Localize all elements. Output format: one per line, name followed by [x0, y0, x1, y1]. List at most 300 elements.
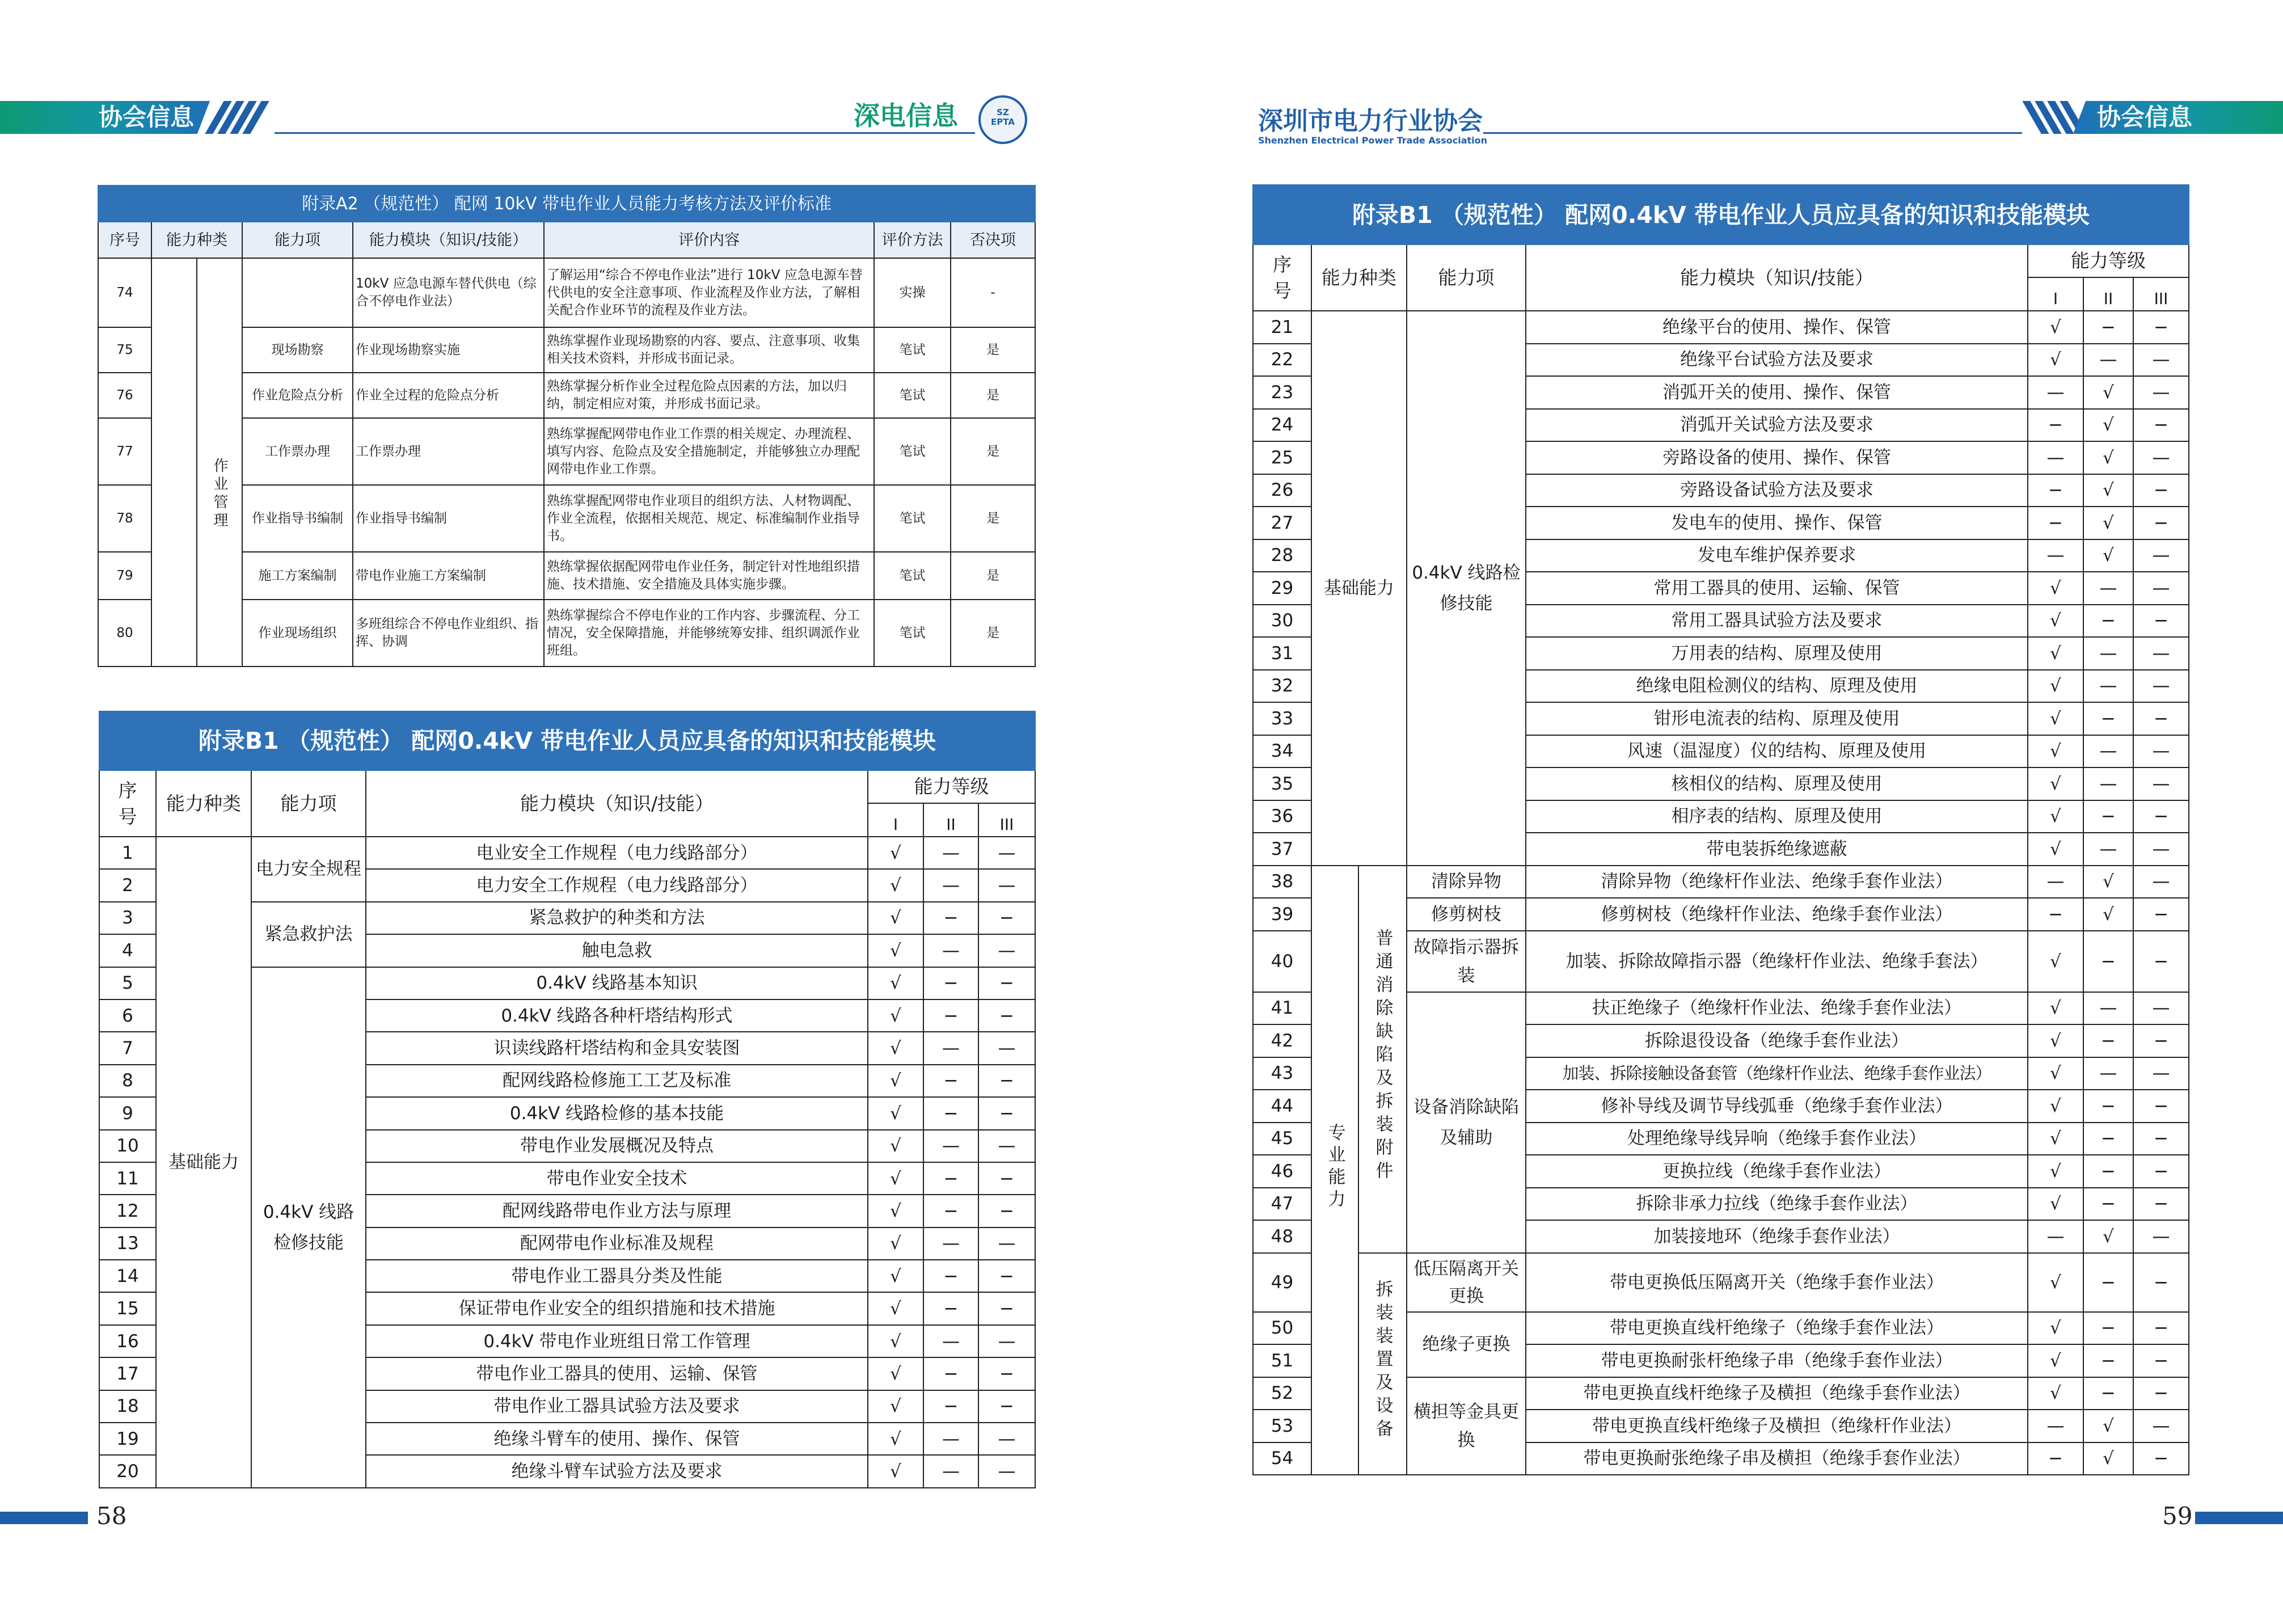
- level-1: √: [868, 1455, 923, 1487]
- item-cell: 清除异物: [1407, 866, 1526, 899]
- item-cell: 紧急救护法: [251, 902, 366, 967]
- row-no: 14: [99, 1260, 156, 1292]
- row-module: 消弧开关试验方法及要求: [1526, 409, 2028, 442]
- row-module: 处理绝缘导线异响（绝缘手套作业法）: [1526, 1123, 2028, 1155]
- row-item: 作业危险点分析: [242, 373, 353, 418]
- row-content: 熟练掌握综合不停电作业的工作内容、步骤流程、分工情况，安全保障措施，并能够统筹安排、组织调派作业班组。: [544, 600, 874, 667]
- level-header: I: [868, 813, 923, 837]
- level-3: −: [978, 999, 1035, 1032]
- row-module: 带电作业安全技术: [366, 1162, 868, 1195]
- row-no: 22: [1253, 344, 1311, 377]
- level-header: II: [923, 813, 978, 837]
- level-1: √: [2028, 931, 2083, 992]
- level-2: −: [923, 1162, 978, 1195]
- level-3: −: [2133, 1155, 2189, 1188]
- row-module: 电力安全工作规程（电力线路部分）: [366, 869, 868, 901]
- row-module: 加装、拆除故障指示器（绝缘杆作业法、绝缘手套法）: [1526, 931, 2028, 992]
- row-no: 11: [99, 1162, 156, 1195]
- group-cell: 普通消除缺陷及拆装附件: [1358, 866, 1407, 1253]
- header-item: 能力项: [251, 770, 366, 837]
- level-2: √: [2083, 1220, 2133, 1253]
- left-footer-bar: [0, 1512, 88, 1524]
- level-1: √: [868, 1325, 923, 1357]
- row-item: [242, 258, 353, 327]
- level-3: —: [978, 1032, 1035, 1064]
- row-module: 绝缘电阻检测仪的结构、原理及使用: [1526, 670, 2028, 703]
- row-veto: 是: [951, 327, 1035, 373]
- row-no: 29: [1253, 572, 1311, 605]
- item-cell: 0.4kV 线路检修技能: [1407, 311, 1526, 866]
- level-3: —: [2133, 376, 2189, 409]
- item-cell: 横担等金具更换: [1407, 1377, 1526, 1475]
- level-3: −: [2133, 898, 2189, 931]
- row-module: 0.4kV 线路各种杆塔结构形式: [366, 999, 868, 1032]
- row-module: 工作票办理: [353, 418, 544, 485]
- row-method: 笔试: [874, 485, 951, 552]
- row-module: 紧急救护的种类和方法: [366, 902, 868, 934]
- level-3: −: [978, 1195, 1035, 1227]
- row-no: 8: [99, 1065, 156, 1097]
- level-1: √: [868, 1097, 923, 1129]
- row-method: 笔试: [874, 552, 951, 600]
- row-module: 钳形电流表的结构、原理及使用: [1526, 702, 2028, 735]
- level-3: −: [978, 1292, 1035, 1324]
- row-module: 绝缘平台试验方法及要求: [1526, 344, 2028, 377]
- row-module: 10kV 应急电源车替代供电（综合不停电作业法）: [353, 258, 544, 327]
- row-module: 电业安全工作规程（电力线路部分）: [366, 837, 868, 869]
- level-3: —: [978, 837, 1035, 869]
- level-1: √: [2028, 702, 2083, 735]
- left-page-number: 58: [96, 1502, 127, 1530]
- level-3: −: [2133, 702, 2189, 735]
- level-3: −: [2133, 311, 2189, 344]
- level-2: —: [923, 837, 978, 869]
- level-1: —: [2028, 1410, 2083, 1442]
- level-1: √: [2028, 1057, 2083, 1090]
- level-3: −: [2133, 1024, 2189, 1057]
- row-module: 保证带电作业安全的组织措施和技术措施: [366, 1292, 868, 1324]
- row-no: 24: [1253, 409, 1311, 442]
- row-veto: -: [951, 258, 1035, 327]
- row-no: 1: [99, 837, 156, 869]
- level-1: √: [2028, 670, 2083, 703]
- row-item: 现场勘察: [242, 327, 353, 373]
- row-no: 50: [1253, 1312, 1311, 1345]
- row-method: 笔试: [874, 373, 951, 418]
- level-3: −: [978, 1357, 1035, 1390]
- level-3: −: [978, 1162, 1035, 1195]
- table-row: [1253, 1253, 2189, 1312]
- left-header-stripes: [214, 101, 260, 134]
- col-header: 能力种类: [151, 222, 242, 258]
- level-2: √: [2083, 409, 2133, 442]
- row-module: 更换拉线（绝缘手套作业法）: [1526, 1155, 2028, 1188]
- row-no: 30: [1253, 605, 1311, 638]
- level-3: −: [2133, 1344, 2189, 1377]
- level-2: —: [923, 1423, 978, 1455]
- level-2: √: [2083, 1442, 2133, 1475]
- row-module: 配网线路检修施工工艺及标准: [366, 1065, 868, 1097]
- level-1: —: [2028, 441, 2083, 474]
- level-header: III: [978, 813, 1035, 837]
- level-1: √: [868, 1423, 923, 1455]
- level-2: —: [2083, 992, 2133, 1025]
- right-brand-cn: 深圳市电力行业协会: [1258, 107, 1483, 136]
- row-module: 多班组综合不停电作业组织、指挥、协调: [353, 600, 544, 667]
- header-module: 能力模块（知识/技能）: [366, 770, 868, 837]
- level-1: √: [2028, 1312, 2083, 1345]
- item-cell: 故障指示器拆装: [1407, 931, 1526, 992]
- level-3: −: [2133, 605, 2189, 638]
- row-module: 修补导线及调节导线弧垂（绝缘手套作业法）: [1526, 1090, 2028, 1123]
- row-no: 76: [98, 373, 151, 418]
- right-header-rule: [1483, 132, 2022, 134]
- row-no: 5: [99, 967, 156, 999]
- level-1: √: [868, 837, 923, 869]
- row-module: 拆除非承力拉线（绝缘手套作业法）: [1526, 1188, 2028, 1221]
- level-3: —: [2133, 670, 2189, 703]
- row-module: 带电作业工器具的使用、运输、保管: [366, 1357, 868, 1390]
- item-cell: 低压隔离开关更换: [1407, 1253, 1526, 1312]
- row-module: 0.4kV 带电作业班组日常工作管理: [366, 1325, 868, 1357]
- header-module: 能力模块（知识/技能）: [1526, 244, 2028, 311]
- row-no: 2: [99, 869, 156, 901]
- row-no: 42: [1253, 1024, 1311, 1057]
- row-no: 28: [1253, 539, 1311, 572]
- level-2: −: [923, 1390, 978, 1423]
- right-footer-bar: [2195, 1512, 2283, 1524]
- row-module: 绝缘斗臂车试验方法及要求: [366, 1455, 868, 1487]
- level-2: −: [2083, 702, 2133, 735]
- level-2: −: [2083, 605, 2133, 638]
- level-2: —: [2083, 767, 2133, 800]
- row-content: 熟练掌握作业现场勘察的内容、要点、注意事项、收集相关技术资料，并形成书面记录。: [544, 327, 874, 373]
- row-item: 作业现场组织: [242, 600, 353, 667]
- level-1: √: [868, 1260, 923, 1292]
- row-no: 53: [1253, 1410, 1311, 1442]
- level-1: √: [868, 1162, 923, 1195]
- row-no: 46: [1253, 1155, 1311, 1188]
- level-2: √: [2083, 376, 2133, 409]
- level-1: √: [2028, 605, 2083, 638]
- left-brand-title: 深电信息: [854, 100, 958, 131]
- level-1: —: [2028, 866, 2083, 899]
- level-3: —: [978, 1130, 1035, 1162]
- right-brand-en: Shenzhen Electrical Power Trade Association: [1258, 135, 1488, 146]
- row-module: 带电更换直线杆绝缘子（绝缘手套作业法）: [1526, 1312, 2028, 1345]
- level-2: √: [2083, 866, 2133, 899]
- row-module: 带电装拆绝缘遮蔽: [1526, 833, 2028, 866]
- row-module: 触电急救: [366, 934, 868, 967]
- row-no: 20: [99, 1455, 156, 1487]
- level-3: −: [978, 1097, 1035, 1129]
- level-2: −: [923, 1065, 978, 1097]
- row-module: 万用表的结构、原理及使用: [1526, 637, 2028, 670]
- row-module: 常用工器具试验方法及要求: [1526, 605, 2028, 638]
- row-module: 核相仪的结构、原理及使用: [1526, 767, 2028, 800]
- level-1: √: [868, 1195, 923, 1227]
- level-3: —: [2133, 1220, 2189, 1253]
- appendix-b1-table-right: [1252, 184, 2189, 1475]
- row-method: 实操: [874, 258, 951, 327]
- row-no: 13: [99, 1228, 156, 1260]
- appendix-b1-title-right: 附录B1 （规范性） 配网0.4kV 带电作业人员应具备的知识和技能模块: [1253, 185, 2189, 244]
- level-2: −: [2083, 1188, 2133, 1221]
- header-level: 能力等级: [2028, 244, 2189, 277]
- header-type: 能力种类: [1311, 244, 1407, 311]
- col-header: 能力模块（知识/技能）: [353, 222, 544, 258]
- level-2: −: [923, 999, 978, 1032]
- level-3: —: [2133, 833, 2189, 866]
- row-no: 10: [99, 1130, 156, 1162]
- row-content: 熟练掌握配网带电作业工作票的相关规定、办理流程、填写内容、危险点及安全措施制定，并能够独立办理配网带电作业工作票。: [544, 418, 874, 485]
- level-2: —: [923, 934, 978, 967]
- row-veto: 是: [951, 373, 1035, 418]
- row-content: 熟练掌握依据配网带电作业任务，制定针对性地组织措施、技术措施、安全措施及具体实施步骤。: [544, 552, 874, 600]
- level-3: −: [978, 967, 1035, 999]
- blank-cell: [2028, 277, 2083, 288]
- level-2: −: [2083, 800, 2133, 833]
- row-module: 配网线路带电作业方法与原理: [366, 1195, 868, 1227]
- right-header-stripes: [2032, 101, 2077, 134]
- row-no: 49: [1253, 1253, 1311, 1312]
- level-1: √: [868, 1292, 923, 1324]
- level-2: −: [2083, 1312, 2133, 1345]
- level-2: −: [2083, 1253, 2133, 1312]
- row-no: 78: [98, 485, 151, 552]
- item-cell: 0.4kV 线路检修技能: [251, 967, 366, 1488]
- level-2: —: [923, 1228, 978, 1260]
- level-1: √: [2028, 1024, 2083, 1057]
- level-1: −: [2028, 474, 2083, 507]
- row-no: 52: [1253, 1377, 1311, 1410]
- row-no: 39: [1253, 898, 1311, 931]
- blank-cell: [868, 803, 923, 813]
- row-no: 41: [1253, 992, 1311, 1025]
- row-item: 施工方案编制: [242, 552, 353, 600]
- row-no: 54: [1253, 1442, 1311, 1475]
- table-row: [99, 837, 1035, 869]
- row-no: 7: [99, 1032, 156, 1064]
- level-1: —: [2028, 376, 2083, 409]
- item-cell: 修剪树枝: [1407, 898, 1526, 931]
- row-module: 拆除退役设备（绝缘手套作业法）: [1526, 1024, 2028, 1057]
- level-1: —: [2028, 539, 2083, 572]
- level-2: −: [923, 1260, 978, 1292]
- level-3: −: [2133, 1377, 2189, 1410]
- level-2: −: [2083, 1090, 2133, 1123]
- row-module: 发电车维护保养要求: [1526, 539, 2028, 572]
- level-3: —: [2133, 866, 2189, 899]
- level-3: —: [978, 1325, 1035, 1357]
- level-3: −: [2133, 1442, 2189, 1475]
- level-2: √: [2083, 474, 2133, 507]
- level-2: −: [2083, 1123, 2133, 1155]
- level-1: √: [2028, 311, 2083, 344]
- level-header: I: [2028, 288, 2083, 311]
- row-module: 清除异物（绝缘杆作业法、绝缘手套作业法）: [1526, 866, 2028, 899]
- row-module: 配网带电作业标准及规程: [366, 1228, 868, 1260]
- level-3: —: [2133, 441, 2189, 474]
- col-header: 能力项: [242, 222, 353, 258]
- level-3: —: [978, 1423, 1035, 1455]
- row-module: 带电更换耐张杆绝缘子串（绝缘手套作业法）: [1526, 1344, 2028, 1377]
- level-2: −: [923, 1097, 978, 1129]
- row-module: 带电更换直线杆绝缘子及横担（绝缘手套作业法）: [1526, 1377, 2028, 1410]
- right-section-title: 协会信息: [2096, 103, 2192, 131]
- level-2: −: [2083, 311, 2133, 344]
- level-3: −: [978, 1390, 1035, 1423]
- type-cell: 专业能力: [1311, 866, 1358, 1475]
- group-cell: 拆装装置及设备: [1358, 1253, 1407, 1475]
- row-module: 相序表的结构、原理及使用: [1526, 800, 2028, 833]
- blank-cell: [197, 258, 242, 327]
- row-module: 作业指导书编制: [353, 485, 544, 552]
- row-veto: 是: [951, 600, 1035, 667]
- row-module: 带电作业发展概况及特点: [366, 1130, 868, 1162]
- row-module: 绝缘斗臂车的使用、操作、保管: [366, 1423, 868, 1455]
- level-2: −: [2083, 1377, 2133, 1410]
- row-module: 旁路设备的使用、操作、保管: [1526, 441, 2028, 474]
- row-module: 识读线路杆塔结构和金具安装图: [366, 1032, 868, 1064]
- row-module: 作业全过程的危险点分析: [353, 373, 544, 418]
- row-module: 加装、拆除接触设备套管（绝缘杆作业法、绝缘手套作业法）: [1526, 1057, 2028, 1090]
- row-item: 作业指导书编制: [242, 485, 353, 552]
- header-level: 能力等级: [868, 770, 1035, 803]
- level-3: —: [978, 869, 1035, 901]
- row-no: 37: [1253, 833, 1311, 866]
- row-module: 带电作业工器具分类及性能: [366, 1260, 868, 1292]
- row-no: 40: [1253, 931, 1311, 992]
- row-no: 21: [1253, 311, 1311, 344]
- row-no: 3: [99, 902, 156, 934]
- row-content: 熟练掌握配网带电作业项目的组织方法、人材物调配、作业全流程，依据相关规范、规定、标准编制作业指导书。: [544, 485, 874, 552]
- right-page-number: 59: [2162, 1502, 2193, 1530]
- row-no: 38: [1253, 866, 1311, 899]
- row-module: 0.4kV 线路基本知识: [366, 967, 868, 999]
- level-3: −: [2133, 800, 2189, 833]
- row-no: 74: [98, 258, 151, 327]
- level-2: —: [923, 869, 978, 901]
- level-3: —: [2133, 767, 2189, 800]
- row-no: 26: [1253, 474, 1311, 507]
- association-logo: SZ EPTA: [978, 95, 1027, 144]
- row-module: 带电更换耐张绝缘子串及横担（绝缘手套作业法）: [1526, 1442, 2028, 1475]
- row-no: 27: [1253, 507, 1311, 539]
- header-item: 能力项: [1407, 244, 1526, 311]
- row-method: 笔试: [874, 418, 951, 485]
- type-cell: 基础能力: [156, 837, 251, 1488]
- level-3: —: [2133, 735, 2189, 768]
- item-cell: 绝缘子更换: [1407, 1312, 1526, 1377]
- appendix-a2-table: [98, 185, 1036, 667]
- row-module: 带电更换低压隔离开关（绝缘手套作业法）: [1526, 1253, 2028, 1312]
- level-header: II: [2083, 288, 2133, 311]
- row-module: 旁路设备试验方法及要求: [1526, 474, 2028, 507]
- row-module: 作业现场勘察实施: [353, 327, 544, 373]
- blank-cell: [923, 803, 978, 813]
- level-1: √: [2028, 637, 2083, 670]
- level-3: —: [2133, 637, 2189, 670]
- row-no: 51: [1253, 1344, 1311, 1377]
- level-1: √: [2028, 1155, 2083, 1188]
- table-row: [1253, 311, 2189, 344]
- row-module: 风速（温湿度）仪的结构、原理及使用: [1526, 735, 2028, 768]
- level-3: —: [2133, 572, 2189, 605]
- level-2: √: [2083, 539, 2133, 572]
- level-2: −: [923, 1357, 978, 1390]
- appendix-b1-table-left: [99, 711, 1036, 1488]
- level-1: √: [868, 967, 923, 999]
- row-no: 25: [1253, 441, 1311, 474]
- level-1: √: [868, 1065, 923, 1097]
- level-1: √: [2028, 992, 2083, 1025]
- level-3: —: [2133, 344, 2189, 377]
- level-2: —: [2083, 344, 2133, 377]
- row-no: 47: [1253, 1188, 1311, 1221]
- level-2: −: [2083, 1155, 2133, 1188]
- row-item: 工作票办理: [242, 418, 353, 485]
- level-3: —: [2133, 992, 2189, 1025]
- col-header: 评价方法: [874, 222, 951, 258]
- level-3: —: [2133, 1410, 2189, 1442]
- level-1: √: [2028, 767, 2083, 800]
- level-1: √: [2028, 1188, 2083, 1221]
- row-no: 23: [1253, 376, 1311, 409]
- level-2: —: [2083, 833, 2133, 866]
- level-1: √: [2028, 1090, 2083, 1123]
- level-1: √: [2028, 833, 2083, 866]
- level-1: √: [2028, 1123, 2083, 1155]
- level-1: √: [868, 869, 923, 901]
- level-3: −: [2133, 1090, 2189, 1123]
- level-1: √: [2028, 344, 2083, 377]
- level-3: −: [2133, 507, 2189, 539]
- row-module: 扶正绝缘子（绝缘杆作业法、绝缘手套作业法）: [1526, 992, 2028, 1025]
- row-veto: 是: [951, 552, 1035, 600]
- level-3: —: [978, 1455, 1035, 1487]
- level-2: √: [2083, 898, 2133, 931]
- level-3: −: [978, 1260, 1035, 1292]
- level-1: −: [2028, 898, 2083, 931]
- right-brand: [1258, 108, 1487, 146]
- category-cell: 作业管理: [197, 327, 242, 667]
- row-module: 绝缘平台的使用、操作、保管: [1526, 311, 2028, 344]
- level-1: √: [2028, 1377, 2083, 1410]
- blank-cell: [151, 327, 197, 667]
- row-module: 发电车的使用、操作、保管: [1526, 507, 2028, 539]
- row-no: 9: [99, 1097, 156, 1129]
- row-no: 43: [1253, 1057, 1311, 1090]
- row-no: 15: [99, 1292, 156, 1324]
- level-3: −: [2133, 1188, 2189, 1221]
- row-content: 熟练掌握分析作业全过程危险点因素的方法，加以归纳，制定相应对策，并形成书面记录。: [544, 373, 874, 418]
- level-1: √: [2028, 1344, 2083, 1377]
- row-module: 消弧开关的使用、操作、保管: [1526, 376, 2028, 409]
- level-3: −: [2133, 1312, 2189, 1345]
- row-no: 36: [1253, 800, 1311, 833]
- row-no: 75: [98, 327, 151, 373]
- row-veto: 是: [951, 418, 1035, 485]
- level-1: √: [2028, 572, 2083, 605]
- table-row: [1253, 866, 2189, 899]
- row-veto: 是: [951, 485, 1035, 552]
- level-2: —: [923, 1032, 978, 1064]
- level-2: −: [923, 902, 978, 934]
- level-2: −: [923, 1292, 978, 1324]
- level-2: —: [2083, 572, 2133, 605]
- level-1: √: [868, 1130, 923, 1162]
